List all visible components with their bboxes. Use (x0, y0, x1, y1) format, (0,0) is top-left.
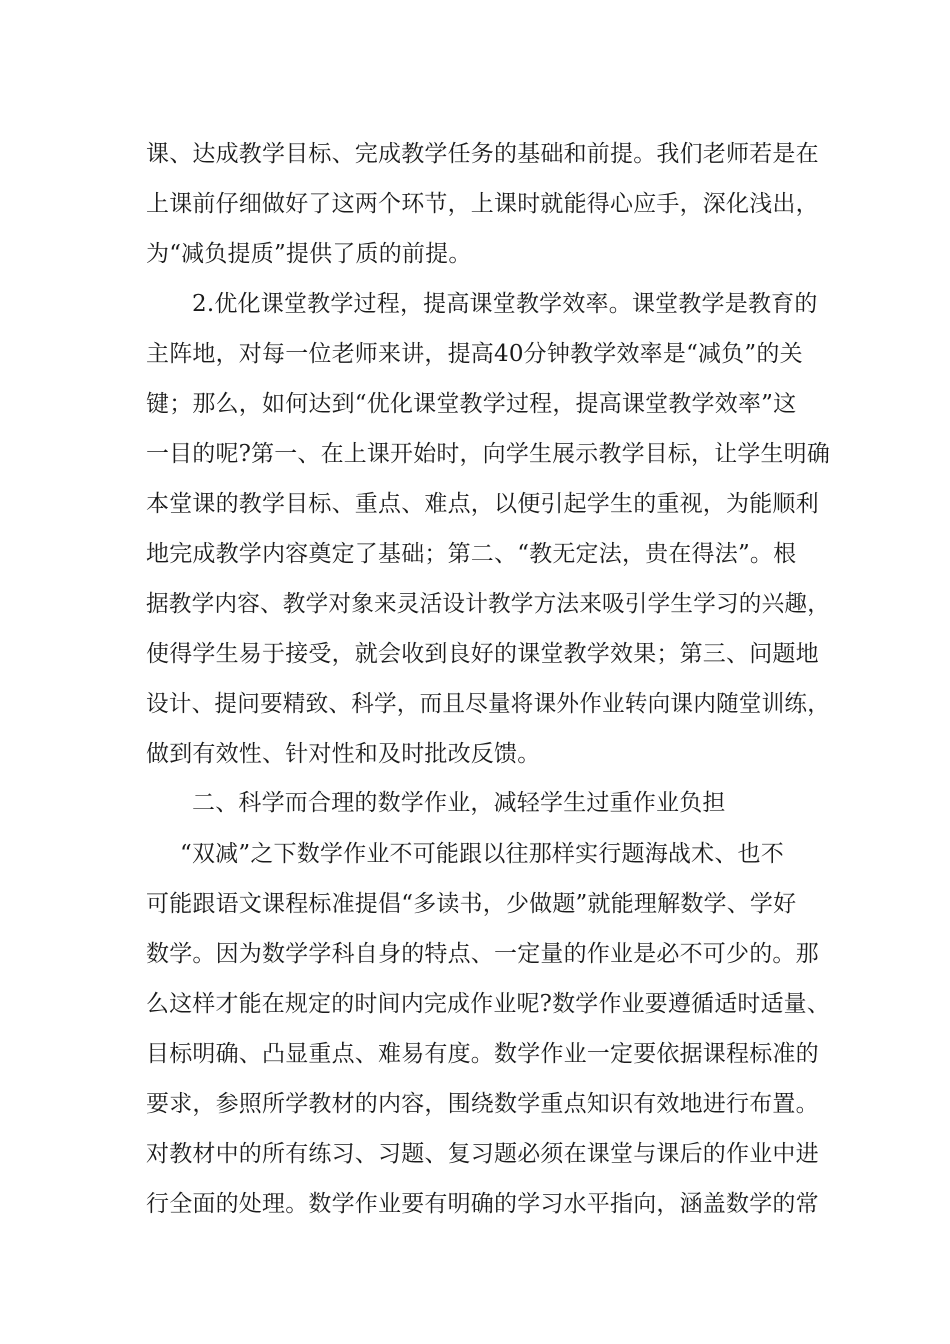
text-line-15: “双减”之下数学作业不可能跟以往那样实行题海战术、也不 (180, 841, 784, 867)
text-line-12: 设计、提问要精致、科学，而且尽量将课外作业转向课内随堂训练， (146, 691, 830, 717)
text-line-22: 行全面的处理。数学作业要有明确的学习水平指向，涵盖数学的常 (146, 1191, 819, 1217)
text-line-8: 本堂课的教学目标、重点、难点，以便引起学生的重视，为能顺利 (146, 491, 819, 517)
text-line-19: 目标明确、凸显重点、难易有度。数学作业一定要依据课程标准的 (146, 1041, 819, 1067)
text-line-7: 一目的呢?第一、在上课开始时，向学生展示教学目标，让学生明确 (146, 441, 830, 467)
text-line-2: 上课前仔细做好了这两个环节，上课时就能得心应手，深化浅出， (146, 191, 819, 217)
text-line-4: 2.优化课堂教学过程，提高课堂教学效率。课堂教学是教育的 (192, 291, 818, 317)
text-line-5: 主阵地，对每一位老师来讲，提高40分钟教学效率是“减负”的关 (146, 341, 803, 367)
text-line-9: 地完成教学内容奠定了基础；第二、“教无定法，贵在得法”。根 (146, 541, 797, 567)
text-line-18: 么这样才能在规定的时间内完成作业呢?数学作业要遵循适时适量、 (146, 991, 830, 1017)
text-line-11: 使得学生易于接受，就会收到良好的课堂教学效果；第三、问题地 (146, 641, 819, 667)
text-line-1: 课、达成教学目标、完成教学任务的基础和前提。我们老师若是在 (146, 141, 819, 167)
text-line-13: 做到有效性、针对性和及时批改反馈。 (146, 741, 541, 767)
text-line-10: 据教学内容、教学对象来灵活设计教学方法来吸引学生学习的兴趣， (146, 591, 830, 617)
text-line-3: 为“减负提质”提供了质的前提。 (146, 241, 472, 267)
text-line-16: 可能跟语文课程标准提倡“多读书，少做题”就能理解数学、学好 (146, 891, 797, 917)
text-line-17: 数学。因为数学学科自身的特点、一定量的作业是必不可少的。那 (146, 941, 819, 967)
text-line-20: 要求，参照所学教材的内容，围绕数学重点知识有效地进行布置。 (146, 1091, 819, 1117)
section-heading: 二、科学而合理的数学作业，减轻学生过重作业负担 (192, 790, 726, 816)
text-line-21: 对教材中的所有练习、习题、复习题必须在课堂与课后的作业中进 (146, 1141, 819, 1167)
text-line-6: 键；那么，如何达到“优化课堂教学过程，提高课堂教学效率”这 (146, 391, 797, 417)
